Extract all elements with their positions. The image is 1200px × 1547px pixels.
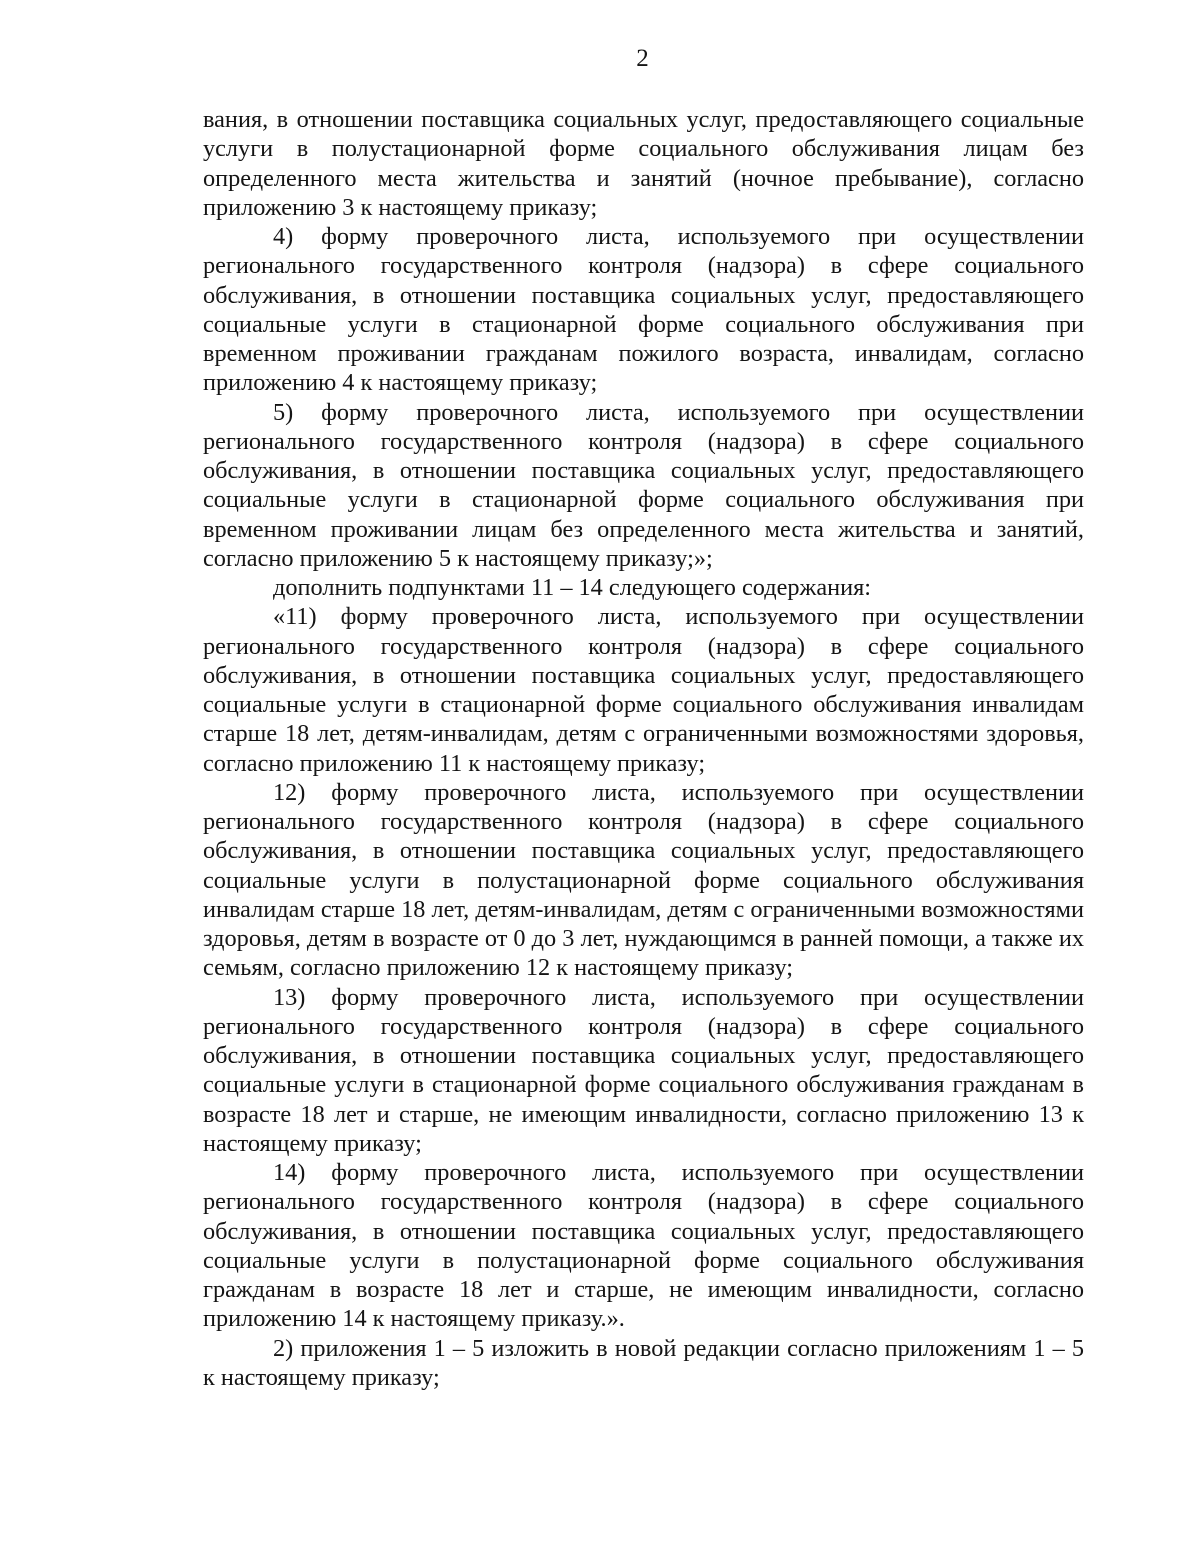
paragraph-continuation: вания, в отношении поставщика социальных услуг, предоставляющего социальные услуги в полустационарной форме социального обслуживания лицам без определенного места жительства и занятий (ночное пребывание), согласно приложению 3 к настоящему приказу;: [203, 106, 1084, 221]
paragraph-item-12: 12) форму проверочного листа, используемого при осуществлении регионального государственного контроля (надзора) в сфере социального обслуживания, в отношении поставщика социальных услуг, предоставляющего социальные услуги в полустационарной форме социального обслуживания инвалидам старше 18 лет, детям-инвалидам, детям с ограниченными возможностями здоровья, детям в возрасте от 0 до 3 лет, нуждающимся в ранней помощи, а также их семьям, согласно приложению 12 к настоящему приказу;: [203, 778, 1084, 982]
paragraph-item-11: «11) форму проверочного листа, используемого при осуществлении регионального государственного контроля (надзора) в сфере социального обслуживания, в отношении поставщика социальных услуг, предоставляющего социальные услуги в стационарной форме социального обслуживания инвалидам старше 18 лет, детям-инвалидам, детям с ограниченными возможностями здоровья, согласно приложению 11 к настоящему приказу;: [203, 603, 1084, 777]
paragraph-item-2: 2) приложения 1 – 5 изложить в новой редакции согласно приложениям 1 – 5 к настоящему приказу;: [203, 1334, 1084, 1391]
paragraph-item-5: 5) форму проверочного листа, используемого при осуществлении регионального государственного контроля (надзора) в сфере социального обслуживания, в отношении поставщика социальных услуг, предоставляющего социальные услуги в стационарной форме социального обслуживания при временном проживании лицам без определенного места жительства и занятий, согласно приложению 5 к настоящему приказу;»;: [203, 398, 1084, 572]
page-number: 2: [636, 45, 649, 72]
paragraph-item-13: 13) форму проверочного листа, используемого при осуществлении регионального государственного контроля (надзора) в сфере социального обслуживания, в отношении поставщика социальных услуг, предоставляющего социальные услуги в стационарной форме социального обслуживания гражданам в возрасте 18 лет и старше, не имеющим инвалидности, согласно приложению 13 к настоящему приказу;: [203, 983, 1084, 1157]
document-body: [203, 105, 1084, 1392]
paragraph-supplement-intro: дополнить подпунктами 11 – 14 следующего содержания:: [273, 574, 872, 601]
paragraph-item-14: 14) форму проверочного листа, используемого при осуществлении регионального государственного контроля (надзора) в сфере социального обслуживания, в отношении поставщика социальных услуг, предоставляющего социальные услуги в полустационарной форме социального обслуживания гражданам в возрасте 18 лет и старше, не имеющим инвалидности, согласно приложению 14 к настоящему приказу.».: [203, 1159, 1084, 1333]
paragraph-item-4: 4) форму проверочного листа, используемого при осуществлении регионального государственного контроля (надзора) в сфере социального обслуживания, в отношении поставщика социальных услуг, предоставляющего социальные услуги в стационарной форме социального обслуживания при временном проживании гражданам пожилого возраста, инвалидам, согласно приложению 4 к настоящему приказу;: [203, 223, 1084, 397]
